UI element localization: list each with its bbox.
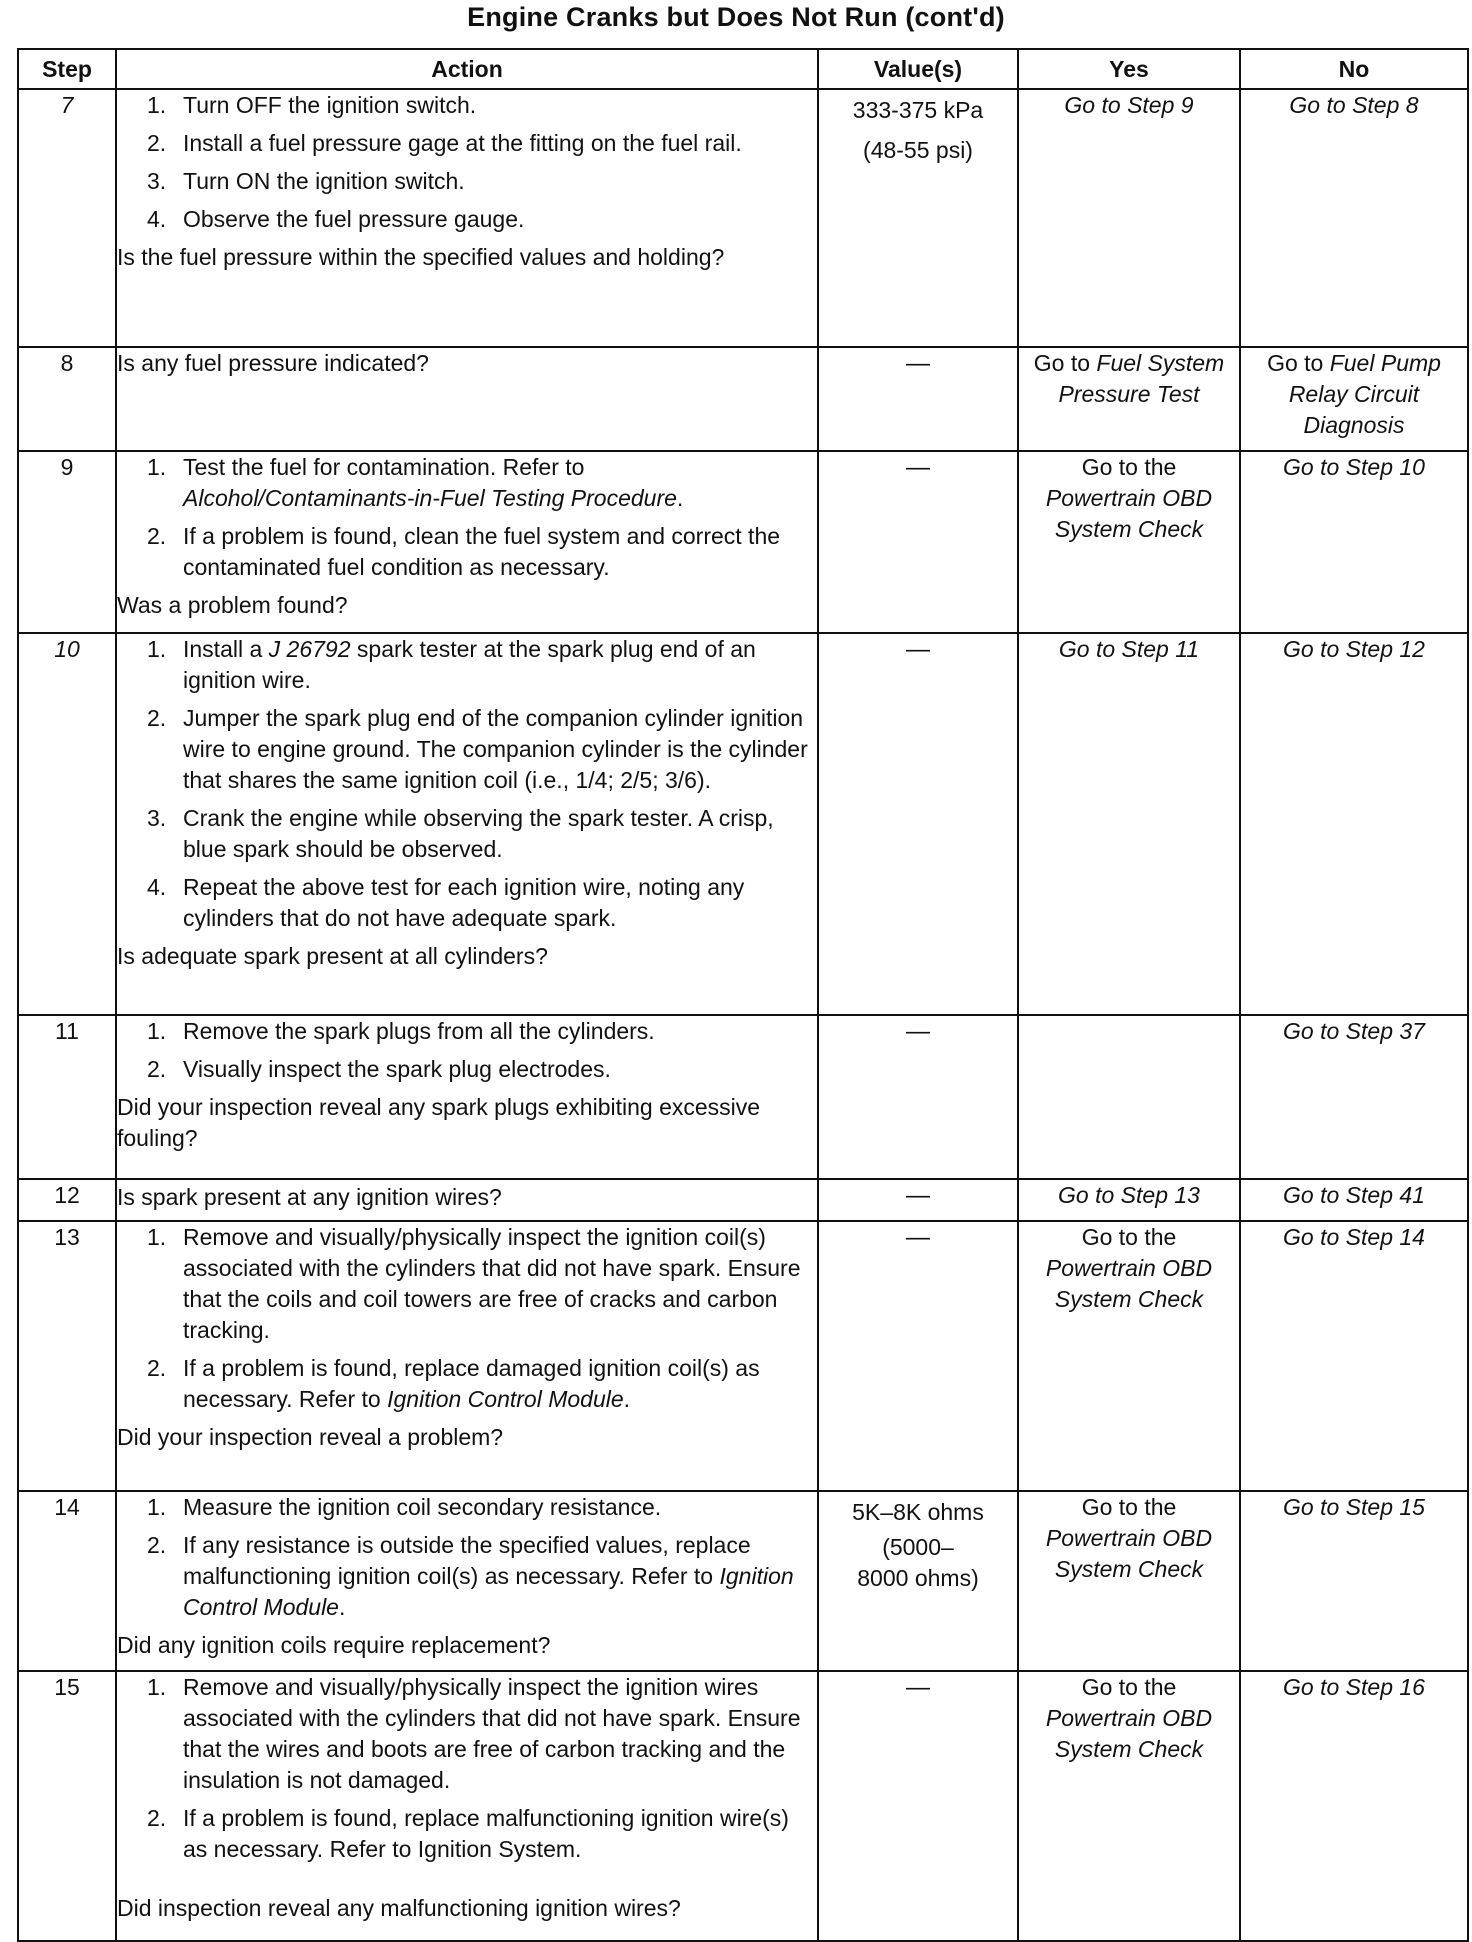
table-row [18, 633, 1468, 1015]
yes-cell [1018, 1015, 1240, 1179]
step-number: 11 [18, 1015, 116, 1179]
step-number: 10 [18, 633, 116, 1015]
no-cell: Go to Step 41 [1240, 1179, 1468, 1221]
list-item: 2. If a problem is found, replace damaged ignition coil(s) as necessary. Refer to Ignition Control Module. [147, 1355, 760, 1412]
step-number: 13 [18, 1221, 116, 1491]
list-item: 1. Remove and visually/physically inspect the ignition coil(s) associated with the cylinders that did not have spark. Ensure that the coils and coil towers are free of cracks and carbon tracking. [147, 1224, 801, 1343]
question-text: Is adequate spark present at all cylinders? [117, 943, 548, 969]
value-text: 333-375 kPa [852, 97, 984, 123]
action-list [117, 1016, 817, 1085]
table-row [18, 89, 1468, 347]
question-text: Was a problem found? [117, 592, 348, 618]
value-cell: — [818, 1671, 1018, 1941]
list-item: 1. Turn OFF the ignition switch. [147, 92, 477, 118]
reference-link[interactable]: Ignition Control Module [387, 1386, 624, 1412]
action-cell [116, 1491, 818, 1671]
value-cell: — [818, 1015, 1018, 1179]
action-cell [116, 1221, 818, 1491]
yes-cell: Go to Step 9 [1018, 89, 1240, 347]
step-number: 8 [18, 347, 116, 451]
table-row [18, 1015, 1468, 1179]
reference-link[interactable]: Ignition Control Module [183, 1563, 794, 1620]
action-list [117, 1492, 817, 1623]
header-no: No [1240, 49, 1468, 89]
yes-cell: Go to Step 13 [1018, 1179, 1240, 1221]
yes-cell: Go to Fuel System Pressure Test [1018, 347, 1240, 451]
action-list [117, 634, 817, 934]
step-number: 7 [18, 89, 116, 347]
action-list [117, 90, 817, 235]
list-item: 4. Repeat the above test for each ignition wire, noting any cylinders that do not have adequate spark. [147, 874, 745, 931]
question-text: Is spark present at any ignition wires? [117, 1184, 502, 1210]
action-cell [116, 347, 818, 451]
no-cell: Go to Step 14 [1240, 1221, 1468, 1491]
step-number: 14 [18, 1491, 116, 1671]
diagnostic-table [17, 48, 1469, 1942]
table-row [18, 1221, 1468, 1491]
action-list [117, 1672, 817, 1865]
question-text: Did any ignition coils require replacement? [117, 1632, 551, 1658]
action-cell [116, 633, 818, 1015]
no-cell: Go to Step 10 [1240, 451, 1468, 633]
question-text: Did inspection reveal any malfunctioning ignition wires? [117, 1895, 681, 1921]
value-text: 5K–8K ohms [852, 1499, 984, 1525]
value-cell [818, 1491, 1018, 1671]
table-row [18, 1671, 1468, 1941]
no-cell: Go to Step 15 [1240, 1491, 1468, 1671]
action-cell [116, 1671, 818, 1941]
list-item: 1. Install a J 26792 spark tester at the spark plug end of an ignition wire. [147, 636, 756, 693]
value-cell: — [818, 1179, 1018, 1221]
value-cell: — [818, 633, 1018, 1015]
list-item: 1. Remove and visually/physically inspect the ignition wires associated with the cylinders that did not have spark. Ensure that the wires and boots are free of carbon tracking and the insulation is not damaged. [147, 1674, 801, 1793]
value-text: (5000– [882, 1534, 954, 1560]
step-number: 12 [18, 1179, 116, 1221]
list-item: 2. If a problem is found, clean the fuel system and correct the contaminated fuel condition as necessary. [147, 523, 781, 580]
yes-cell: Go to Step 11 [1018, 633, 1240, 1015]
yes-cell: Go to the Powertrain OBD System Check [1018, 1491, 1240, 1671]
yes-cell: Go to the Powertrain OBD System Check [1018, 1221, 1240, 1491]
no-cell: Go to Step 12 [1240, 633, 1468, 1015]
action-list [117, 1222, 817, 1415]
yes-cell: Go to the Powertrain OBD System Check [1018, 1671, 1240, 1941]
list-item: 2. Visually inspect the spark plug electrodes. [147, 1056, 611, 1082]
table-row [18, 451, 1468, 633]
table-header-row [18, 49, 1468, 89]
value-text: 8000 ohms) [857, 1565, 979, 1591]
value-text: (48-55 psi) [863, 137, 973, 163]
header-action: Action [116, 49, 818, 89]
table-row [18, 1491, 1468, 1671]
header-values: Value(s) [818, 49, 1018, 89]
question-text: Is the fuel pressure within the specified values and holding? [117, 244, 725, 270]
value-cell [818, 89, 1018, 347]
no-cell: Go to Step 16 [1240, 1671, 1468, 1941]
question-text: Did your inspection reveal a problem? [117, 1424, 504, 1450]
list-item: 2. Jumper the spark plug end of the companion cylinder ignition wire to engine ground. The companion cylinder is the cylinder that shares the same ignition coil (i.e., 1/4; 2/5; 3/6). [147, 705, 808, 793]
value-cell: — [818, 451, 1018, 633]
list-item: 1. Measure the ignition coil secondary resistance. [147, 1494, 662, 1520]
list-item: 2. If any resistance is outside the specified values, replace malfunctioning ignition coil(s) as necessary. Refer to Ignition Control Module. [147, 1532, 794, 1620]
no-cell: Go to Fuel Pump Relay Circuit Diagnosis [1240, 347, 1468, 451]
question-text: Is any fuel pressure indicated? [117, 350, 429, 376]
no-cell: Go to Step 8 [1240, 89, 1468, 347]
list-item: 3. Crank the engine while observing the spark tester. A crisp, blue spark should be observed. [147, 805, 774, 862]
list-item: 1. Remove the spark plugs from all the cylinders. [147, 1018, 655, 1044]
tool-reference: J 26792 [268, 636, 351, 662]
list-item: 4. Observe the fuel pressure gauge. [147, 206, 525, 232]
table-row [18, 347, 1468, 451]
action-list [117, 452, 817, 583]
yes-cell: Go to the Powertrain OBD System Check [1018, 451, 1240, 633]
no-cell: Go to Step 37 [1240, 1015, 1468, 1179]
action-cell [116, 89, 818, 347]
list-item: 2. If a problem is found, replace malfunctioning ignition wire(s) as necessary. Refer to Ignition System. [147, 1805, 789, 1862]
action-cell [116, 1015, 818, 1179]
list-item: 3. Turn ON the ignition switch. [147, 168, 465, 194]
page-title: Engine Cranks but Does Not Run (cont'd) [467, 2, 1005, 32]
step-number: 15 [18, 1671, 116, 1941]
reference-link[interactable]: Alcohol/Contaminants-in-Fuel Testing Procedure [183, 485, 677, 511]
header-yes: Yes [1018, 49, 1240, 89]
header-step: Step [18, 49, 116, 89]
action-cell [116, 1179, 818, 1221]
list-item: 1. Test the fuel for contamination. Refer to Alcohol/Contaminants-in-Fuel Testing Procedure. [147, 454, 684, 511]
value-cell: — [818, 347, 1018, 451]
table-row [18, 1179, 1468, 1221]
question-text: Did your inspection reveal any spark plugs exhibiting excessive fouling? [117, 1094, 761, 1151]
step-number: 9 [18, 451, 116, 633]
list-item: 2. Install a fuel pressure gage at the fitting on the fuel rail. [147, 130, 742, 156]
value-cell: — [818, 1221, 1018, 1491]
action-cell [116, 451, 818, 633]
